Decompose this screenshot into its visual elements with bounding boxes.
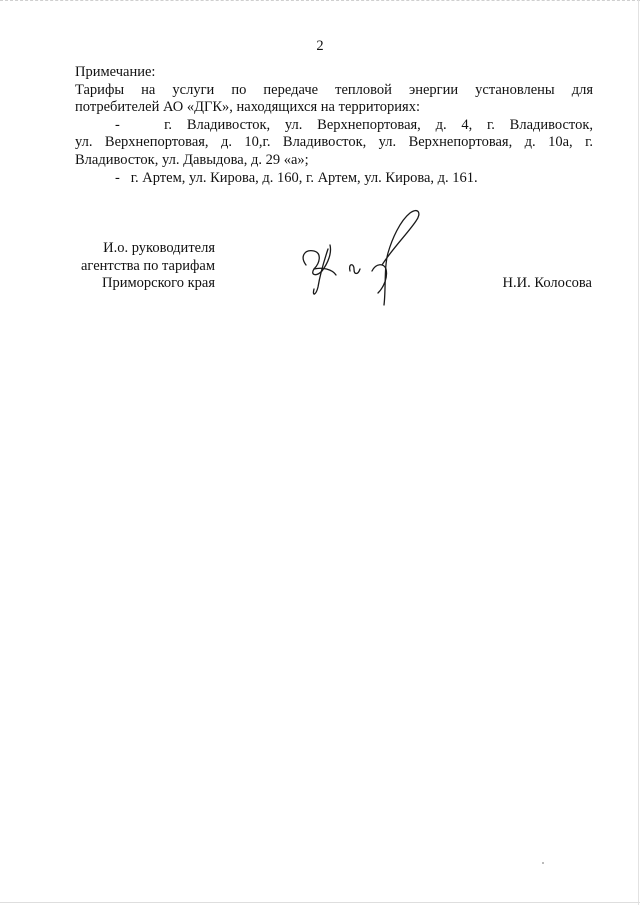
position-line-1: И.о. руководителя (103, 240, 215, 256)
signatory-position (60, 240, 215, 293)
territory-list-item (75, 170, 593, 188)
territory-item-line-1 (75, 170, 593, 188)
page-edge-right (638, 0, 639, 905)
position-line-2: агентства по тарифам (81, 257, 215, 274)
page-edge-bottom (0, 902, 640, 903)
page-number: 2 (316, 38, 324, 54)
territory-list-item (75, 117, 593, 170)
territory-item-line-1 (75, 117, 593, 135)
territory-item-text-1: г. Артем, ул. Кирова, д. 160, г. Артем, ул. Кирова, д. 161. (130, 169, 478, 186)
position-line-3: Приморского края (101, 275, 215, 292)
note-section (75, 64, 593, 187)
note-title: Примечание: (75, 64, 156, 80)
territory-item-text-1: г. Владивосток, ул. Верхнепортовая, д. 4, г. Владивосток, (164, 116, 593, 133)
territory-item-line-3: Владивосток, ул. Давыдова, д. 29 «а»; (75, 151, 309, 168)
signer-name: Н.И. Колосова (502, 275, 592, 291)
note-intro-line-2: потребителей АО «ДГК», находящихся на территориях: (75, 99, 420, 116)
page-edge-top (0, 0, 640, 4)
handwritten-signature (292, 205, 432, 315)
territory-item-line-2: ул. Верхнепортовая, д. 10,г. Владивосток, ул. Верхнепортовая, д. 10а, г. (75, 134, 593, 151)
list-marker: - (115, 169, 120, 186)
scan-speck (542, 862, 544, 864)
note-intro-line-1: Тарифы на услуги по передаче тепловой энергии установлены для (75, 81, 593, 98)
list-marker: - (115, 116, 120, 133)
